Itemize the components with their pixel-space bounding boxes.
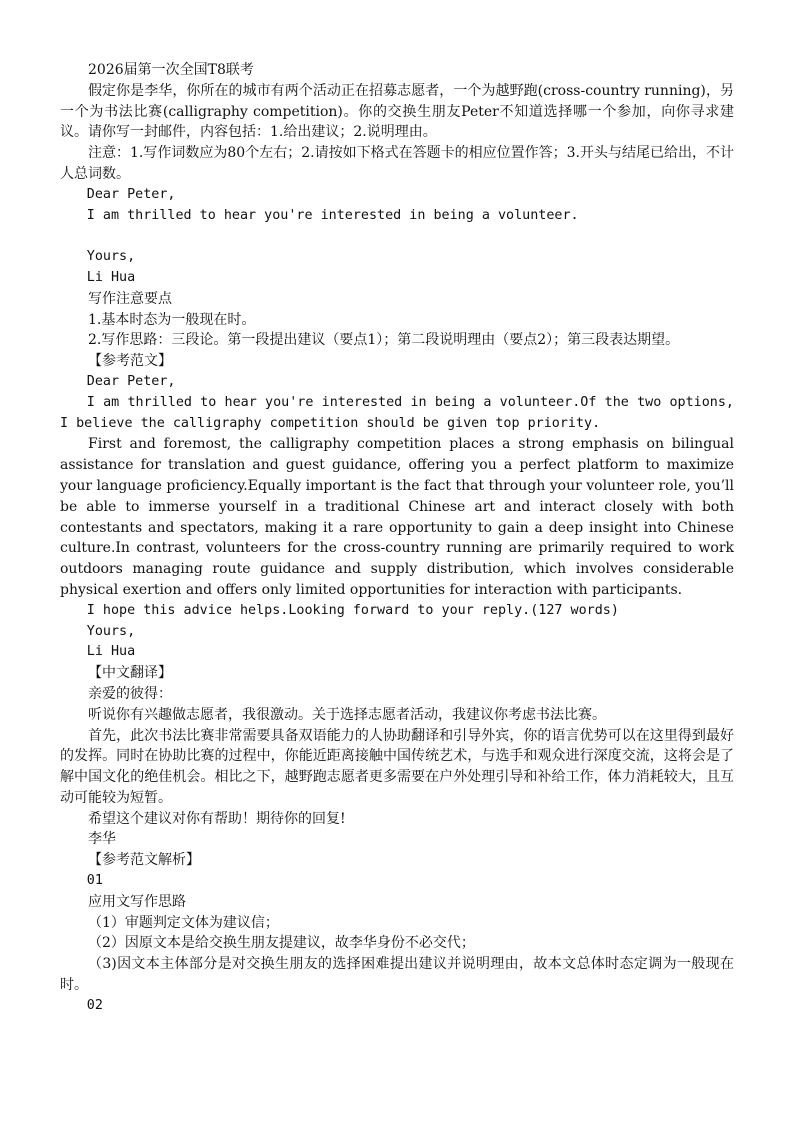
prompt-signature: Li Hua xyxy=(86,269,136,285)
writing-tip-1: 1.基本时态为一般现在时。 xyxy=(88,311,256,328)
model-essay-closing: Yours, xyxy=(86,623,136,639)
translation-paragraph-2: 首先，此次书法比赛非常需要具备双语能力的人协助翻译和引导外宾，你的语言优势可以在这里得到最好的发挥。同时在协助比赛的过程中，你能近距离接触中国传统艺术，与选手和观众进行深度交流，这将会是了解中国文化的绝佳机会。相比之下，越野跑志愿者更多需要在户外处理引导和补给工作，体力消耗较大，且互动可能较为短暂。 xyxy=(60,727,734,806)
model-essay-signature: Li Hua xyxy=(86,644,136,660)
analysis-item-2: （2）因原文本是给交换生朋友提建议，故李华身份不必交代； xyxy=(88,935,475,952)
analysis-section-2-number: 02 xyxy=(86,997,103,1013)
analysis-heading: 【参考范文解析】 xyxy=(88,852,200,869)
prompt-closing: Yours, xyxy=(86,249,136,265)
model-essay-paragraph-3: I hope this advice helps.Looking forward to your reply.(127 words) xyxy=(86,602,619,618)
blank-line xyxy=(60,226,734,247)
analysis-section-1-number: 01 xyxy=(86,873,103,889)
translation-paragraph-1: 听说你有兴趣做志愿者，我很激动。关于选择志愿者活动，我建议你考虑书法比赛。 xyxy=(88,706,606,723)
analysis-section-1-title: 应用文写作思路 xyxy=(88,893,186,910)
analysis-item-3: （3)因文本主体部分是对交换生朋友的选择困难提出建议并说明理由，故本文总体时态定调为一般现在时。 xyxy=(60,956,734,994)
writing-tip-2: 2.写作思路：三段论。第一段提出建议（要点1）；第二段说明理由（要点2）；第三段表达期望。 xyxy=(88,332,680,349)
writing-tips-heading: 写作注意要点 xyxy=(88,290,172,307)
translation-heading: 【中文翻译】 xyxy=(88,665,172,682)
translation-signature: 李华 xyxy=(88,831,116,848)
model-essay-heading: 【参考范文】 xyxy=(88,353,172,370)
exam-title: 2026届第一次全国T8联考 xyxy=(88,62,254,78)
task-notes: 注意：1.写作词数应为80个左右；2.请按如下格式在答题卡的相应位置作答；3.开头与结尾已给出，不计人总词数。 xyxy=(60,145,734,182)
prompt-salutation: Dear Peter, xyxy=(86,186,176,202)
translation-salutation: 亲爱的彼得： xyxy=(88,685,172,702)
model-essay-paragraph-2: First and foremost, the calligraphy competition places a strong emphasis on bilingual assistance for translation and guest guidance, offering you a perfect platform to maximize your language proficiency.Equally important is the fact that through your volunteer role, you’ll be able to immerse yourself in a traditional Chinese art and interact closely with both contestants and spectators, making it a rare opportunity to gain a deep insight into Chinese culture.In contrast, volunteers for the cross-country running are primarily required to work outdoors managing route guidance and supply distribution, which involves considerable physical exertion and offers only limited opportunities for interaction with participants. xyxy=(60,436,734,598)
translation-paragraph-3: 希望这个建议对你有帮助！期待你的回复! xyxy=(88,810,346,827)
model-essay-paragraph-1: I am thrilled to hear you're interested in being a volunteer.Of the two options, I believe the calligraphy competition should be given top priority. xyxy=(60,394,734,431)
analysis-item-1: （1）审题判定文体为建议信； xyxy=(88,914,279,931)
model-essay-salutation: Dear Peter, xyxy=(86,373,176,389)
task-description: 假定你是李华，你所在的城市有两个活动正在招募志愿者，一个为越野跑(cross-country running)，另一个为书法比赛(calligraphy competition)。你的交换生朋友Peter不知道选择哪一个参加，向你寻求建议。请你写一封邮件，内容包括：1.给出建议；2.说明理由。 xyxy=(60,82,734,141)
prompt-opening: I am thrilled to hear you're interested in being a volunteer. xyxy=(86,207,579,223)
document-page xyxy=(60,60,734,1017)
